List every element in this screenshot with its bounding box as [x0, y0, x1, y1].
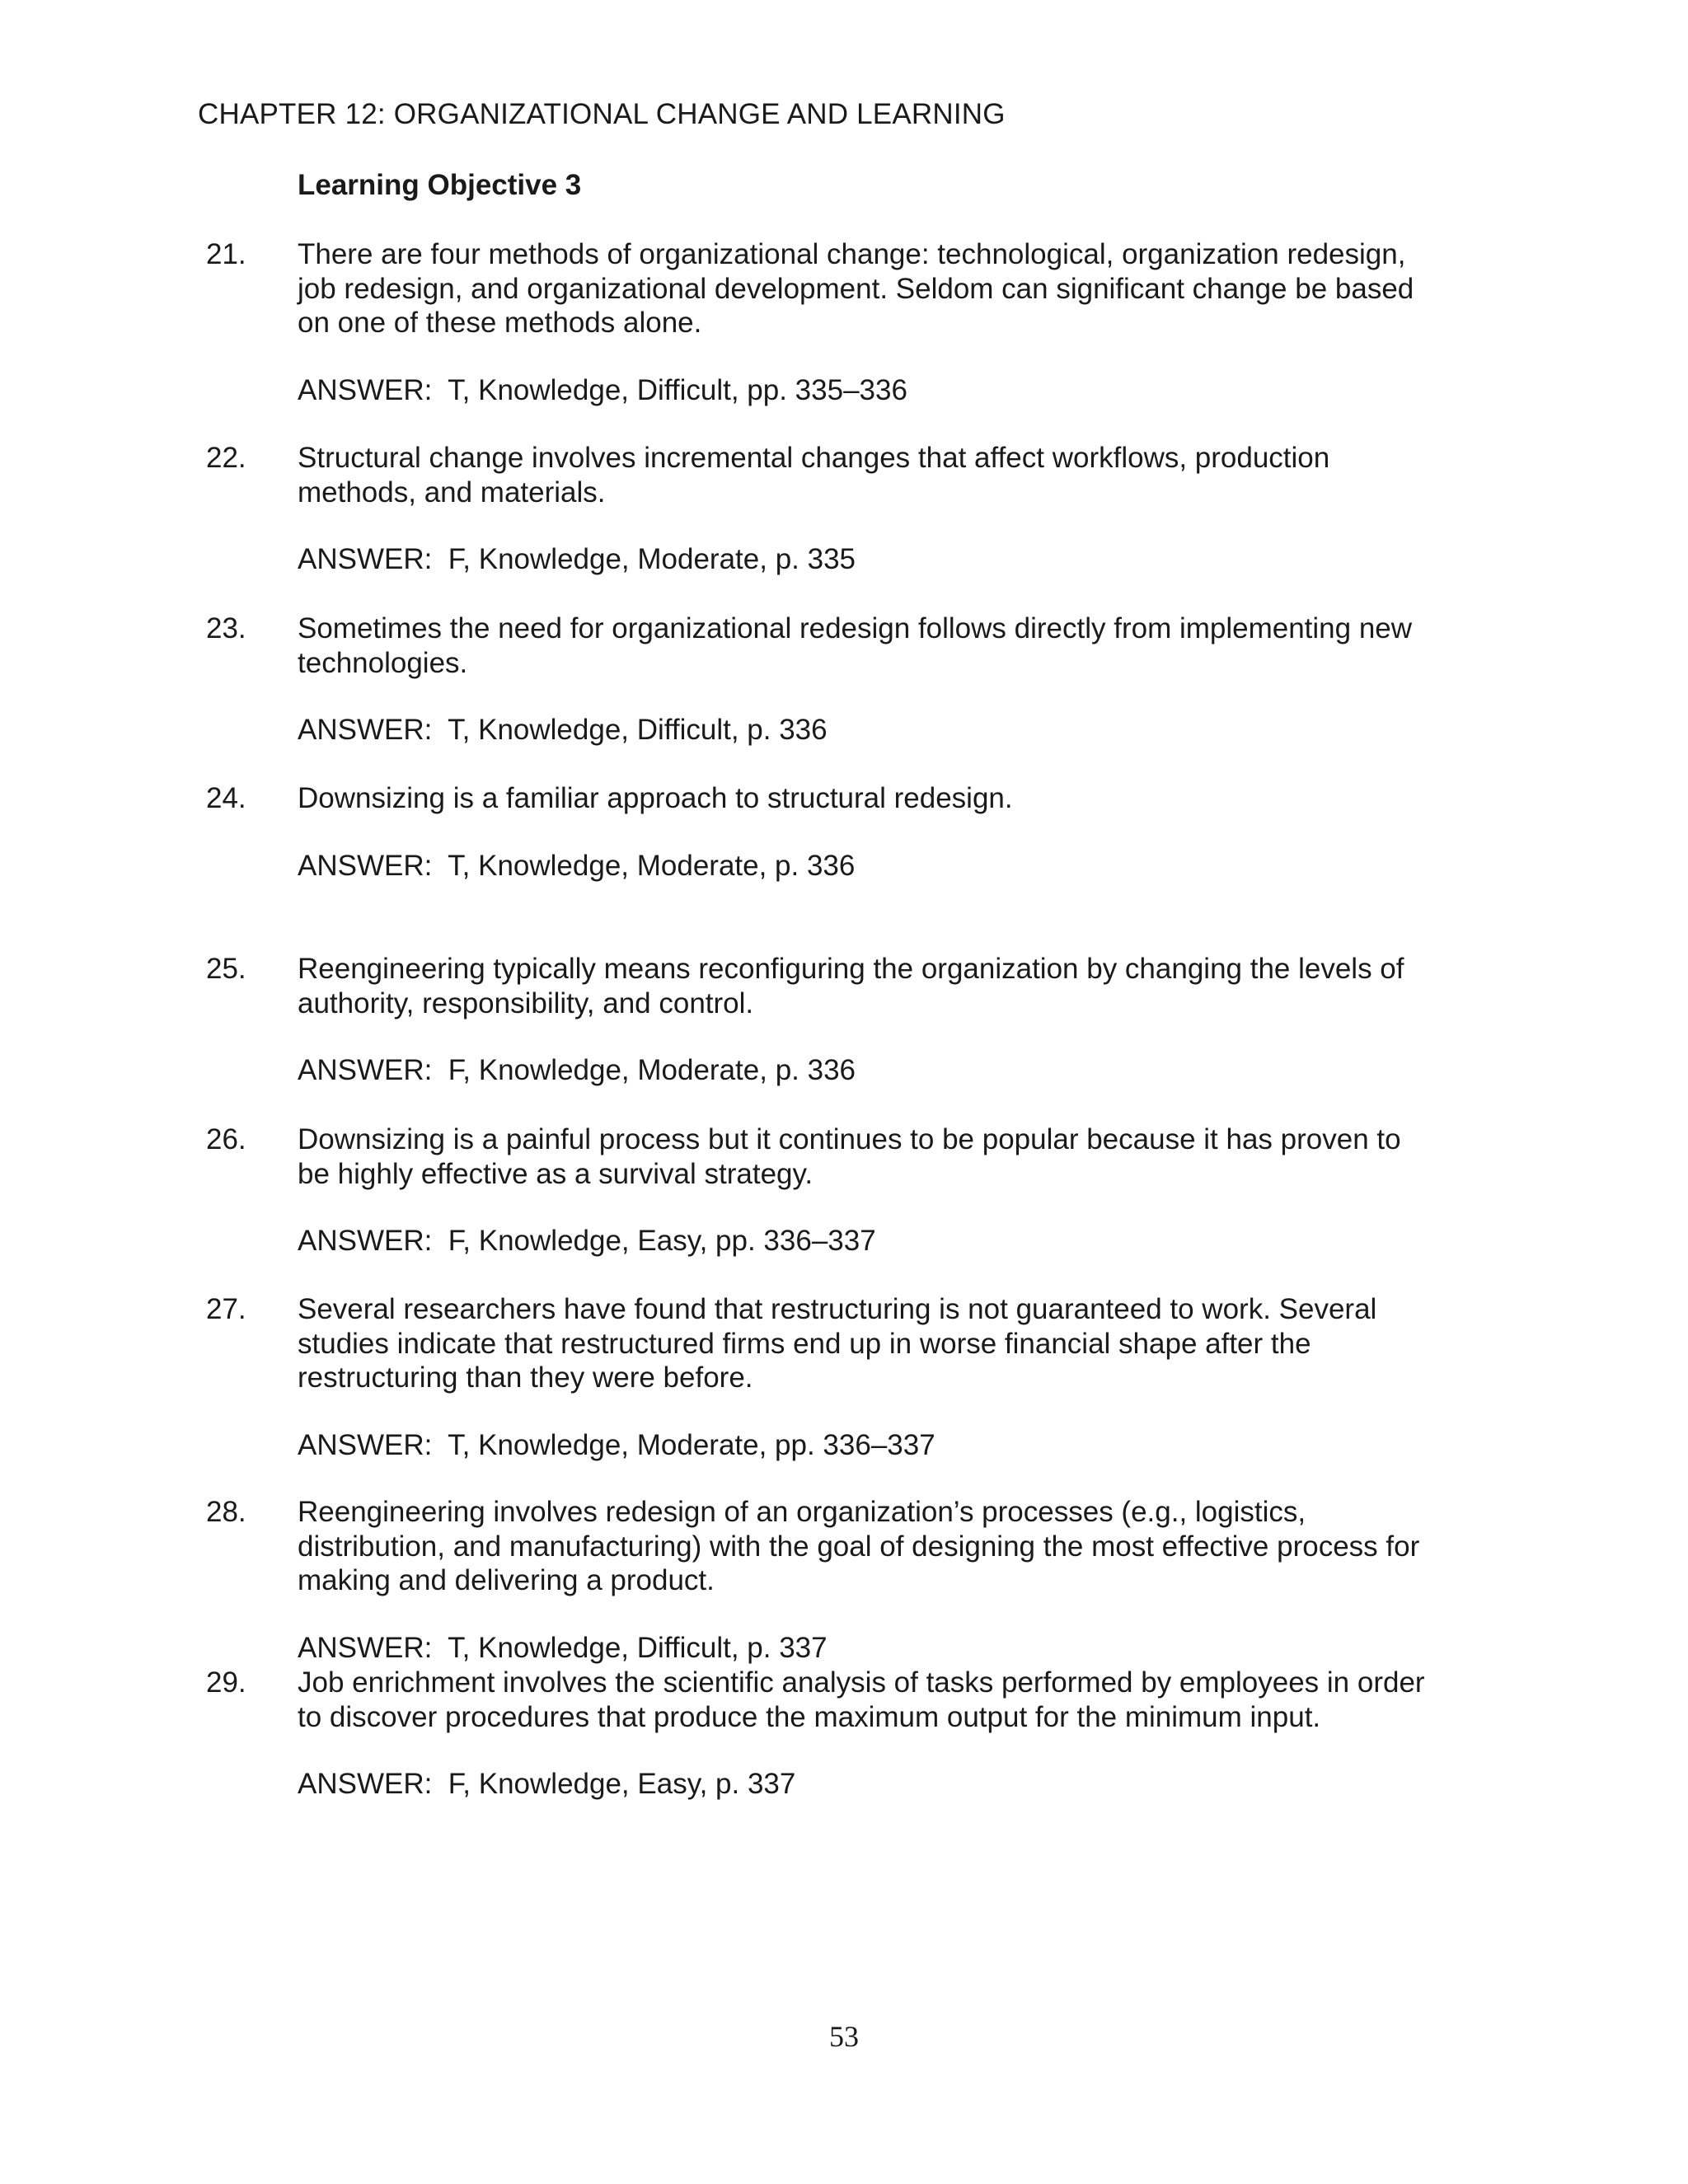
question-number: 25.	[206, 953, 246, 985]
question-number: 29.	[206, 1666, 246, 1699]
answer-key: ANSWER: T, Knowledge, Difficult, pp. 335–336	[298, 373, 907, 406]
question-text-line: to discover procedures that produce the maximum output for the minimum input.	[298, 1700, 1321, 1733]
question-number: 27.	[206, 1293, 246, 1325]
question-text-line: Downsizing is a familiar approach to structural redesign.	[298, 782, 1013, 814]
chapter-title: CHAPTER 12: ORGANIZATIONAL CHANGE AND LEARNING	[198, 98, 1006, 130]
question-number: 26.	[206, 1123, 246, 1155]
question-text-line: Reengineering typically means reconfiguring the organization by changing the levels of	[298, 953, 1404, 985]
question-text	[298, 1495, 1501, 1598]
answer-key: ANSWER: T, Knowledge, Moderate, pp. 336–337	[298, 1428, 935, 1461]
question-text	[298, 1292, 1501, 1395]
question-text-line: restructuring than they were before.	[298, 1361, 753, 1394]
question-text-line: Sometimes the need for organizational redesign follows directly from implementing new	[298, 612, 1413, 644]
question-text-line: making and delivering a product.	[298, 1564, 715, 1596]
question-number: 28.	[206, 1496, 246, 1528]
question-number: 23.	[206, 612, 246, 644]
question-text-line: Several researchers have found that restructuring is not guaranteed to work. Several	[298, 1293, 1377, 1325]
answer-key: ANSWER: F, Knowledge, Moderate, p. 336	[298, 1054, 856, 1086]
question-text	[298, 952, 1501, 1020]
question-text	[298, 1666, 1501, 1734]
question-text-line: be highly effective as a survival strategy.	[298, 1157, 814, 1190]
question-text-line: Reengineering involves redesign of an organization’s processes (e.g., logistics,	[298, 1496, 1306, 1528]
answer-key: ANSWER: F, Knowledge, Easy, p. 337	[298, 1768, 796, 1800]
question-number: 21.	[206, 238, 246, 270]
question-text-line: Job enrichment involves the scientific analysis of tasks performed by employees in order	[298, 1666, 1425, 1699]
answer-key: ANSWER: T, Knowledge, Difficult, p. 336	[298, 714, 828, 746]
question-text-line: authority, responsibility, and control.	[298, 987, 754, 1019]
question-text	[298, 237, 1501, 340]
question-text	[298, 781, 1501, 816]
question-text-line: methods, and materials.	[298, 476, 606, 509]
question-text-line: job redesign, and organizational development. Seldom can significant change be based	[298, 272, 1414, 305]
question-text	[298, 441, 1501, 509]
question-text-line: Downsizing is a painful process but it continues to be popular because it has proven to	[298, 1123, 1401, 1155]
learning-objective-heading: Learning Objective 3	[298, 169, 582, 201]
page-number: 53	[829, 2020, 859, 2053]
question-number: 22.	[206, 442, 246, 474]
question-text-line: distribution, and manufacturing) with the goal of designing the most effective process for	[298, 1530, 1420, 1563]
question-number: 24.	[206, 782, 246, 814]
answer-key: ANSWER: F, Knowledge, Easy, pp. 336–337	[298, 1225, 876, 1257]
answer-key: ANSWER: T, Knowledge, Difficult, p. 337	[298, 1631, 828, 1664]
answer-key: ANSWER: F, Knowledge, Moderate, p. 335	[298, 543, 856, 575]
question-text-line: on one of these methods alone.	[298, 307, 702, 339]
question-text	[298, 1122, 1501, 1191]
question-text-line: There are four methods of organizational change: technological, organization redesign,	[298, 238, 1406, 270]
question-text-line: technologies.	[298, 646, 468, 679]
question-text-line: Structural change involves incremental changes that affect workflows, production	[298, 442, 1330, 474]
question-text	[298, 612, 1501, 680]
question-text-line: studies indicate that restructured firms end up in worse financial shape after the	[298, 1327, 1311, 1360]
answer-key: ANSWER: T, Knowledge, Moderate, p. 336	[298, 849, 856, 882]
